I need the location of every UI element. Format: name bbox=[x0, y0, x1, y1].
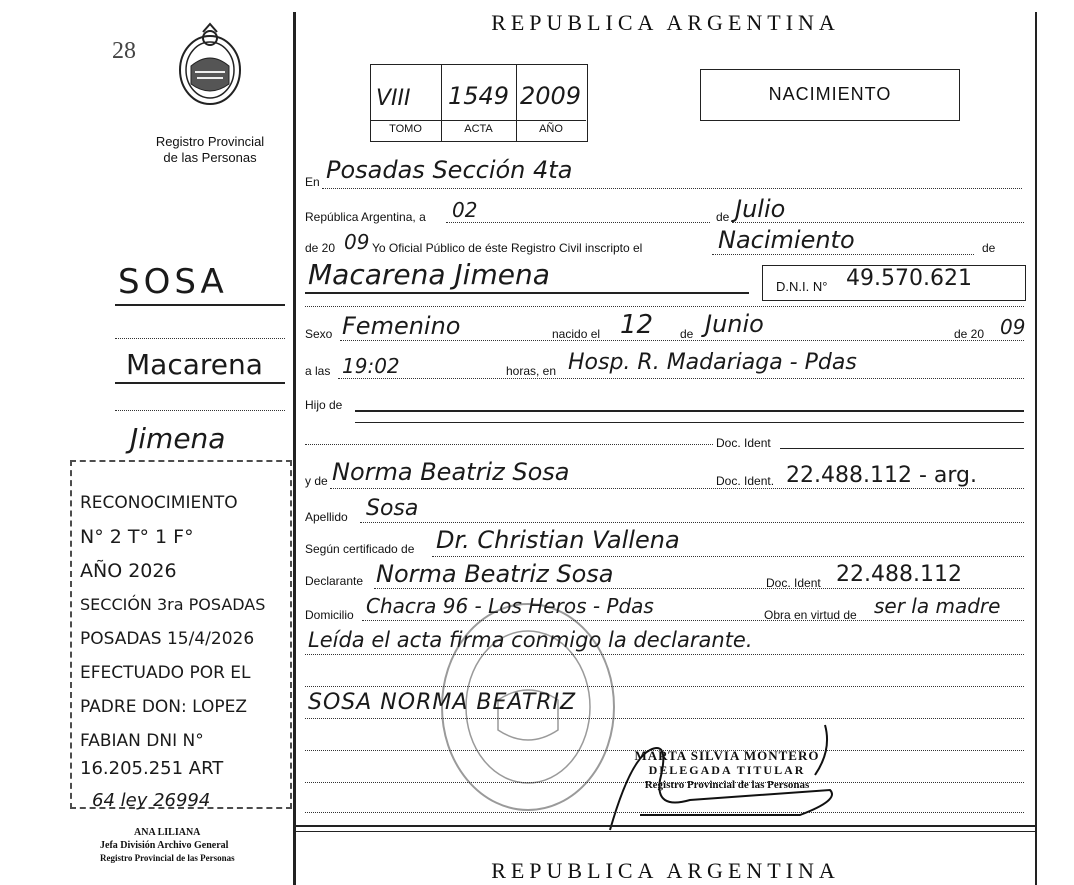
name-line bbox=[305, 292, 749, 294]
certificado-line bbox=[432, 556, 1024, 557]
sexo-line bbox=[340, 340, 1024, 341]
day-value: 02 bbox=[452, 198, 478, 222]
nacido-label: nacido el bbox=[552, 327, 601, 341]
record-box-grid bbox=[370, 64, 586, 142]
yde-label: y de bbox=[305, 474, 328, 488]
inscripto-line bbox=[712, 254, 974, 255]
declarante-label: Declarante bbox=[305, 574, 364, 588]
doc-type: NACIMIENTO bbox=[768, 84, 892, 104]
registry-round-seal-icon bbox=[438, 600, 618, 815]
de-end-label: de bbox=[982, 241, 996, 255]
year-value: 09 bbox=[344, 230, 370, 254]
declarante-doc: 22.488.112 bbox=[836, 562, 962, 587]
docident-line-1b bbox=[780, 448, 1024, 449]
stamp-line-7: PADRE DON: LOPEZ bbox=[80, 697, 248, 717]
declarante-value: Norma Beatriz Sosa bbox=[376, 560, 614, 588]
apellido-label: Apellido bbox=[305, 510, 348, 524]
leida-value: Leída el acta firma conmigo la declarante. bbox=[308, 628, 753, 652]
de2-label: de bbox=[680, 327, 694, 341]
left-border bbox=[293, 12, 296, 885]
month-value: Julio bbox=[735, 195, 786, 223]
month-line bbox=[732, 222, 1024, 223]
page-number: 28 bbox=[112, 38, 136, 64]
left-dots-1 bbox=[115, 338, 285, 339]
left-surname-line bbox=[115, 304, 285, 306]
hijo-line-2 bbox=[355, 422, 1024, 423]
stamp-line-6: EFECTUADO POR EL bbox=[80, 663, 251, 683]
signature-value: SOSA NORMA BEATRIZ bbox=[308, 690, 577, 715]
dni-value: 49.570.621 bbox=[846, 266, 972, 291]
sexo-label: Sexo bbox=[305, 327, 333, 341]
leida-line bbox=[305, 654, 1024, 655]
blank-line-2 bbox=[305, 718, 1024, 719]
inscripto-value: Nacimiento bbox=[718, 226, 855, 254]
registry-name-line2: de las Personas bbox=[163, 150, 257, 165]
apellido-value: Sosa bbox=[366, 496, 419, 521]
registry-name-line1: Registro Provincial bbox=[155, 134, 265, 149]
page-title: REPUBLICA ARGENTINA bbox=[491, 10, 840, 35]
apellido-line bbox=[360, 522, 1024, 523]
footer-title: REPUBLICA ARGENTINA bbox=[491, 858, 840, 883]
stamp-line-4: SECCIÓN 3ra POSADAS bbox=[80, 595, 266, 614]
bottom-rule-1 bbox=[296, 825, 1035, 827]
domicilio-value: Chacra 96 - Los Heros - Pdas bbox=[366, 594, 654, 618]
obra-value: ser la madre bbox=[874, 594, 1001, 618]
acta-value: 1549 bbox=[448, 82, 510, 110]
mother-doc: 22.488.112 - arg. bbox=[786, 463, 977, 488]
registry-name bbox=[140, 134, 280, 166]
dni-label: D.N.I. N° bbox=[776, 279, 828, 294]
domicilio-label: Domicilio bbox=[305, 608, 354, 622]
stamp-official bbox=[100, 826, 235, 865]
birth-month: Junio bbox=[705, 310, 764, 338]
left-second-name: Jimena bbox=[130, 422, 226, 455]
tomo-label: TOMO bbox=[389, 123, 422, 135]
stamp-line-10: 64 ley 26994 bbox=[92, 790, 211, 811]
bottom-rule-2 bbox=[296, 831, 1035, 832]
stamp-official-title: Jefa División Archivo General bbox=[100, 840, 229, 851]
place-value: Hosp. R. Madariaga - Pdas bbox=[568, 350, 857, 375]
blank-line-1 bbox=[305, 686, 1024, 687]
alas-label: a las bbox=[305, 364, 331, 378]
hijo-line bbox=[355, 410, 1024, 412]
left-surname: SOSA bbox=[118, 262, 228, 302]
docident-line-1 bbox=[305, 444, 713, 445]
right-border bbox=[1035, 12, 1037, 885]
stamp-official-org: Registro Provincial de las Personas bbox=[100, 853, 235, 863]
docident-label-1: Doc. Ident bbox=[716, 436, 771, 450]
hijo-label: Hijo de bbox=[305, 398, 343, 412]
sep-line-1 bbox=[305, 306, 1024, 307]
name-value: Macarena Jimena bbox=[308, 258, 550, 291]
time-value: 19:02 bbox=[342, 354, 400, 378]
de20b-label: de 20 bbox=[954, 327, 985, 341]
stamp-line-2: N° 2 T° 1 F° bbox=[80, 526, 194, 548]
stamp-line-1: RECONOCIMIENTO bbox=[80, 493, 238, 513]
sexo-value: Femenino bbox=[342, 312, 461, 340]
en-line bbox=[322, 188, 1022, 189]
certificado-value: Dr. Christian Vallena bbox=[436, 526, 680, 554]
stamp-line-3: AÑO 2026 bbox=[80, 560, 177, 582]
obra-label: Obra en virtud de bbox=[764, 608, 857, 622]
stamp-lines bbox=[80, 486, 290, 758]
mother-value: Norma Beatriz Sosa bbox=[332, 458, 570, 486]
ano-label: AÑO bbox=[539, 123, 563, 135]
docident-label-3: Doc. Ident bbox=[766, 576, 821, 590]
declarante-line bbox=[374, 588, 1024, 589]
republica-label: República Argentina, a bbox=[305, 210, 426, 224]
acta-label: ACTA bbox=[464, 123, 493, 135]
stamp-line-5: POSADAS 15/4/2026 bbox=[80, 629, 255, 649]
ano-value: 2009 bbox=[520, 82, 582, 110]
official-signature-icon bbox=[600, 720, 850, 840]
official-org: Registro Provincial de las Personas bbox=[644, 779, 810, 791]
place-line bbox=[338, 378, 1024, 379]
en-label: En bbox=[305, 175, 320, 189]
mother-line bbox=[330, 488, 1024, 489]
birth-year: 09 bbox=[1000, 315, 1026, 339]
docident-label-2: Doc. Ident. bbox=[716, 474, 775, 488]
oficial-text: Yo Oficial Público de éste Registro Civil inscripto el bbox=[372, 241, 643, 255]
de20-label: de 20 bbox=[305, 241, 336, 255]
tomo-value: VIII bbox=[376, 86, 411, 111]
horas-label: horas, en bbox=[506, 364, 557, 378]
left-first-name: Macarena bbox=[126, 348, 263, 381]
stamp-official-name: ANA LILIANA bbox=[134, 827, 201, 838]
left-first-name-line bbox=[115, 382, 285, 384]
birth-day: 12 bbox=[620, 310, 654, 340]
en-value: Posadas Sección 4ta bbox=[326, 156, 573, 184]
certificado-label: Según certificado de bbox=[305, 542, 415, 556]
left-dots-2 bbox=[115, 410, 285, 411]
day-line bbox=[446, 222, 710, 223]
official-title: DELEGADA TITULAR bbox=[648, 763, 806, 777]
stamp-line-8: FABIAN DNI N° bbox=[80, 731, 204, 751]
de-label: de bbox=[716, 210, 730, 224]
provincial-seal-icon bbox=[175, 20, 245, 108]
official-name: MARTA SILVIA MONTERO bbox=[634, 748, 820, 763]
stamp-line-9: 16.205.251 ART bbox=[80, 758, 224, 779]
